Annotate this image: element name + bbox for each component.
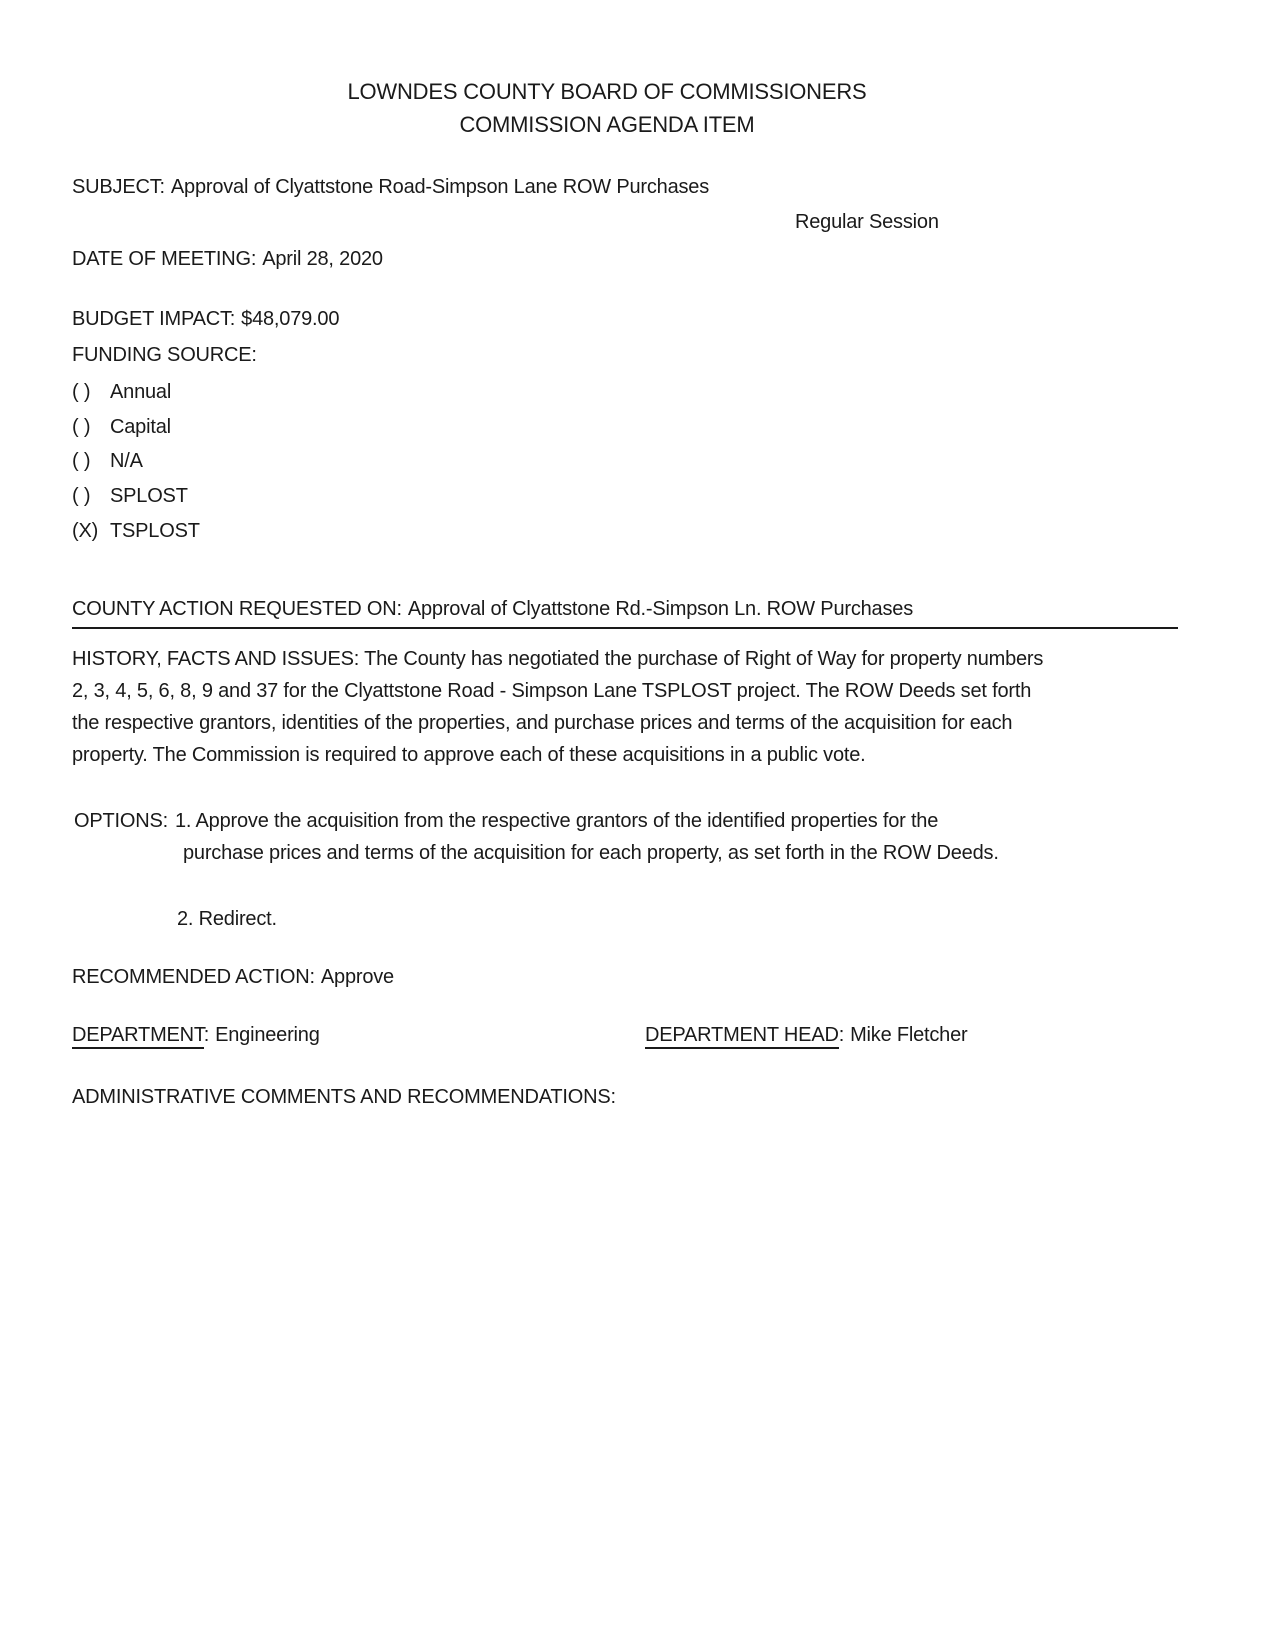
funding-option-tsplost (72, 520, 200, 543)
history-line: the respective grantors, identities of the properties, and purchase prices and terms of the acquisition for each (72, 712, 1013, 734)
subject-line (72, 176, 709, 199)
department-head-label: DEPARTMENT HEAD (645, 1024, 839, 1049)
history-line: property. The Commission is required to approve each of these acquisitions in a public vote. (72, 744, 866, 766)
doc-title-line2: COMMISSION AGENDA ITEM (459, 112, 755, 137)
funding-option-label: N/A (110, 450, 143, 472)
county-action-label: COUNTY ACTION REQUESTED ON: (72, 598, 402, 620)
option-1-line-2: purchase prices and terms of the acquisition for each property, as set forth in the ROW Deeds. (183, 842, 999, 864)
funding-option-capital (72, 416, 171, 439)
meeting-date-value: April 28, 2020 (262, 248, 383, 270)
options-label: OPTIONS: (74, 810, 168, 832)
county-action-line (72, 598, 913, 621)
subject-value: Approval of Clyattstone Road-Simpson Lane ROW Purchases (170, 176, 710, 198)
checkbox-mark: ( ) (72, 416, 91, 438)
funding-option-label: Annual (110, 381, 172, 403)
history-line: 2, 3, 4, 5, 6, 8, 9 and 37 for the Clyattstone Road - Simpson Lane TSPLOST project. The ROW Deeds set forth (72, 680, 1032, 702)
recommended-action-value: Approve (320, 966, 394, 988)
budget-impact-line (72, 308, 339, 331)
department-line (72, 1024, 320, 1047)
department-label: DEPARTMENT (72, 1024, 204, 1049)
department-head-line (645, 1024, 968, 1047)
checkbox-mark: ( ) (72, 381, 91, 403)
funding-option-annual (72, 381, 171, 404)
budget-impact-label: BUDGET IMPACT: (72, 308, 236, 330)
department-head-colon: : (838, 1024, 845, 1046)
county-action-value: Approval of Clyattstone Rd.-Simpson Ln. ROW Purchases (407, 598, 913, 620)
funding-option-label: TSPLOST (110, 520, 200, 542)
department-head-value: Mike Fletcher (850, 1024, 968, 1046)
checkbox-mark: ( ) (72, 450, 91, 472)
funding-option-splost (72, 485, 188, 508)
option-1-line-1: 1. Approve the acquisition from the respective grantors of the identified properties for the (175, 810, 939, 832)
recommended-action-label: RECOMMENDED ACTION: (72, 966, 315, 988)
department-colon: : (203, 1024, 210, 1046)
department-value: Engineering (215, 1024, 320, 1046)
recommended-action-line (72, 966, 394, 989)
budget-impact-value: $48,079.00 (241, 308, 340, 330)
checkbox-mark: (X) (72, 520, 99, 542)
option-2: 2. Redirect. (177, 908, 277, 930)
funding-option-label: Capital (110, 416, 171, 438)
funding-option-label: SPLOST (110, 485, 188, 507)
session-type: Regular Session (795, 211, 939, 233)
funding-option-na (72, 450, 143, 473)
funding-source-label: FUNDING SOURCE: (72, 344, 257, 366)
doc-title-line1: LOWNDES COUNTY BOARD OF COMMISSIONERS (347, 79, 867, 104)
section-divider (72, 627, 1178, 629)
subject-label: SUBJECT: (72, 176, 165, 198)
admin-comments-label: ADMINISTRATIVE COMMENTS AND RECOMMENDATIONS: (72, 1086, 616, 1108)
meeting-date-label: DATE OF MEETING: (72, 248, 257, 270)
meeting-date-line (72, 248, 383, 271)
checkbox-mark: ( ) (72, 485, 91, 507)
history-line: HISTORY, FACTS AND ISSUES: The County has negotiated the purchase of Right of Way for property numbers (72, 648, 1044, 670)
